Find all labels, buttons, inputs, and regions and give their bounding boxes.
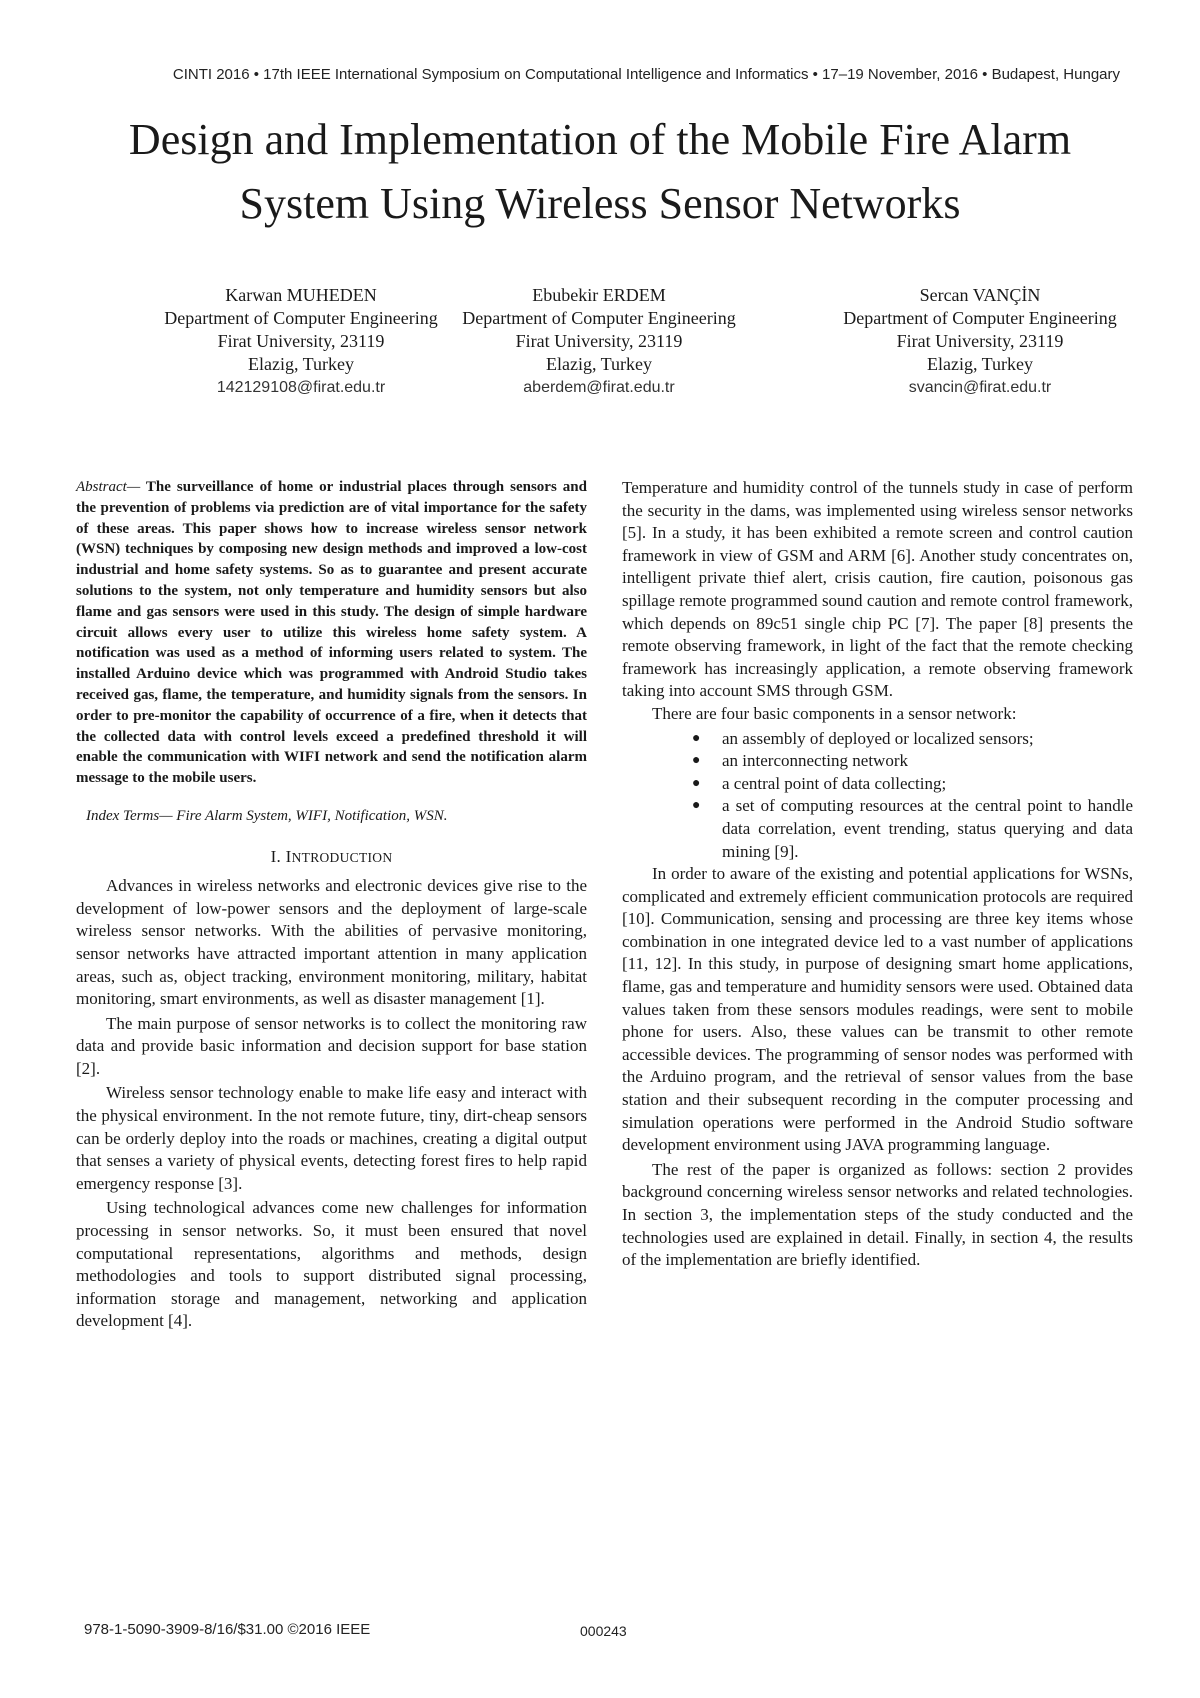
index-terms: Index Terms— Fire Alarm System, WIFI, Notification, WSN. [86,807,448,824]
bullet-icon: ● [692,730,701,746]
author-city: Elazig, Turkey [248,354,354,374]
author-email: svancin@firat.edu.tr [908,379,1052,396]
author-city: Elazig, Turkey [927,354,1033,374]
bullet-icon: ● [692,775,701,791]
author-email: 142129108@firat.edu.tr [216,379,386,396]
title-line-1: Design and Implementation of the Mobile Fire Alarm [128,115,1072,164]
list-intro: There are four basic components in a sensor network: [652,703,1017,723]
component-list [622,728,1133,864]
author-name: Ebubekir ERDEM [532,285,666,305]
list-item: ● a central point of data collecting; [622,773,1133,796]
right-column [622,477,1133,1274]
left-column [76,477,587,1335]
list-item: ● a set of computing resources at the central point to handle data correlation, event trending, status querying and data mining [9]. [692,796,1133,861]
paragraph: Advances in wireless networks and electronic devices give rise to the development of low-power sensors and the deployment of large-scale wireless sensor networks. With the abilities of pervasive monitoring, sensor networks have attracted important attention in many application areas, such as, object tracking, environment monitoring, military, habitat monitoring, smart environments, as well as disaster management [1]. [76,876,587,1009]
list-item: ● an interconnecting network [622,750,1133,773]
conference-header: CINTI 2016 • 17th IEEE International Symposium on Computational Intelligence and Informatics • 17–19 November, 2016 • Budapest, Hungary [172,66,1120,83]
paper-title [40,108,1160,236]
paragraph: The main purpose of sensor networks is to collect the monitoring raw data and provide basic information and decision support for base station [2]. [76,1013,587,1078]
author-univ: Firat University, 23119 [217,331,385,351]
author-email: aberdem@firat.edu.tr [523,379,675,396]
section-number: I. [270,846,286,866]
bullet-icon: ● [692,753,701,769]
page-number: 000243 [580,1623,627,1639]
author-univ: Firat University, 23119 [515,331,683,351]
author-dept: Department of Computer Engineering [164,308,438,328]
abstract [76,477,587,789]
paragraph: The rest of the paper is organized as follows: section 2 provides background concerning wireless sensor networks and related technologies. In section 3, the implementation steps of the study conducted and the technologies used are explained in detail. Finally, in section 4, the results of the implementation are briefly identified. [622,1159,1133,1270]
abstract-lead: Abstract— [76,479,141,495]
paragraph: Temperature and humidity control of the tunnels study in case of perform the security in the dams, was implemented using wireless sensor networks [5]. In a study, it has been exhibited a remote screen and control caution framework in view of GSM and ARM [6]. Another study concentrates on, intelligent private thief alert, crisis caution, fire caution, poisonous gas spillage remote programmed sound caution and remote control framework, which depends on 89c51 single chip PC [7]. The paper [8] presents the remote observing framework, in light of the fact that the remote checking framework has increasingly application, a remote observing framework taking into account SMS through GSM. [622,478,1133,701]
list-item: ● an assembly of deployed or localized sensors; [622,728,1133,751]
paragraph: In order to aware of the existing and potential applications for WSNs, complicated and extremely efficient communication protocols are required [10]. Communication, sensing and processing are three key items whose combination in one integrated device led to a vast number of applications [11, 12]. In this study, in purpose of designing smart home applications, flame, gas and temperature and humidity sensors were used. Obtained data values taken from these sensors modules readings, were sent to mobile phone for users. Also, these values can be transmit to other remote accessible devices. The programming of sensor nodes was performed with the Arduino program, and the retrieval of sensor values from the base station and their subsequent recording in the computer processing and simulation operations were performed in the Android Studio software development environment using JAVA programming language. [622,864,1133,1155]
paragraph: Wireless sensor technology enable to make life easy and interact with the physical environment. In the not remote future, tiny, dirt-cheap sensors can be orderly deploy into the roads or machines, creating a digital output that senses a variety of physical events, detecting forest fires to help rapid emergency response [3]. [76,1083,587,1193]
author-name: Sercan VANÇİN [919,285,1041,305]
author-2 [419,284,779,399]
author-dept: Department of Computer Engineering [462,308,736,328]
section-heading-introduction [76,846,587,870]
paragraph: Using technological advances come new challenges for information processing in sensor networks. So, it must been ensured that novel computational representations, algorithms and methods, design methodologies and tools to support distributed signal processing, information storage and management, networking and application development [4]. [76,1198,587,1331]
author-name: Karwan MUHEDEN [225,285,377,305]
section-initial: I [285,846,292,866]
author-univ: Firat University, 23119 [896,331,1064,351]
section-title-rest: NTRODUCTION [291,849,393,865]
abstract-text: The surveillance of home or industrial places through sensors and the prevention of problems via prediction are of vital importance for the safety of these areas. This paper shows how to increase wireless sensor network (WSN) techniques by composing new design methods and improved a low-cost industrial and home safety systems. So as to guarantee and present accurate solutions to the system, not only temperature and humidity sensors but also flame and gas sensors were used in this study. The design of simple hardware circuit allows every user to utilize this wireless home safety system. A notification was used as a method of informing users related to system. The installed Arduino device which was programmed with Android Studio takes received gas, flame, the temperature, and humidity signals from the sensors. In order to pre-monitor the capability of occurrence of a fire, when it detects that the collected data with control levels exceed a predefined threshold it will enable the communication with WIFI network and send the notification alarm message to the mobile users. [76,479,587,787]
footer-copyright: 978-1-5090-3909-8/16/$31.00 ©2016 IEEE [84,1621,371,1638]
bullet-icon: ● [692,798,701,814]
author-dept: Department of Computer Engineering [843,308,1117,328]
author-city: Elazig, Turkey [546,354,652,374]
title-line-2: System Using Wireless Sensor Networks [239,179,961,228]
author-3 [800,284,1160,399]
